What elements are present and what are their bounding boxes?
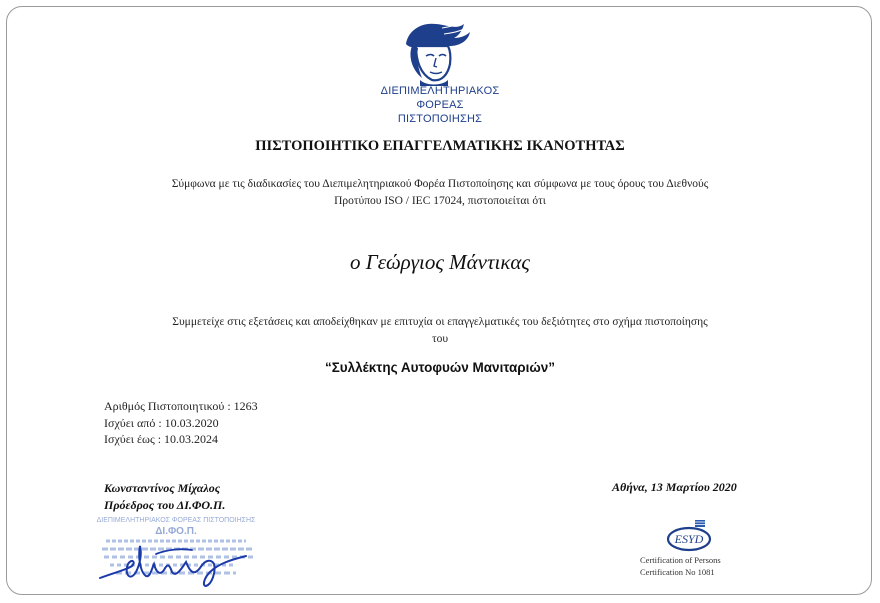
statement-line-2: του	[431, 333, 449, 345]
intro-line-1: Σύμφωνα με τις διαδικασίες του Διεπιμελητηριακού Φορέα Πιστοποίησης και σύμφωνα με τους όρους του Διεθνούς	[171, 178, 709, 190]
intro-line-2: Προτύπου ISO / IEC 17024, πιστοποιείται ότι	[334, 195, 546, 207]
signatory-name: Κωνσταντίνος Μίχαλος	[104, 481, 221, 495]
organization-line3: ΠΙΣΤΟΠΟΙΗΣΗΣ	[397, 113, 483, 125]
organization-line2: ΦΟΡΕΑΣ	[416, 99, 464, 111]
stamp-text-mid: ΔΙ.ΦΟ.Π.	[155, 526, 197, 537]
signatory-block	[104, 480, 225, 514]
valid-until: Ισχύει έως : 10.03.2024	[104, 432, 219, 446]
certificate-number: Αριθμός Πιστοποιητικού : 1263	[104, 399, 258, 413]
organization-name	[330, 84, 550, 126]
certificate-title: ΠΙΣΤΟΠΟΙΗΤΙΚΟ ΕΠΑΓΓΕΛΜΑΤΙΚΗΣ ΙΚΑΝΟΤΗΤΑΣ	[255, 138, 625, 154]
esyd-accreditation-logo-icon	[665, 520, 713, 552]
accreditation-line2: Certification No 1081	[640, 567, 715, 577]
esyd-mark: ESYD	[674, 532, 704, 546]
valid-from: Ισχύει από : 10.03.2020	[104, 415, 219, 430]
organization-line1: ΔΙΕΠΙΜΕΛΗΤΗΡΙΑΚΟΣ	[380, 85, 500, 97]
accreditation-line1: Certification of Persons	[640, 555, 721, 565]
statement-paragraph	[100, 314, 780, 348]
stamp-text-top: ΔΙΕΠΙΜΕΛΗΤΗΡΙΑΚΟΣ ΦΟΡΕΑΣ ΠΙΣΤΟΠΟΙΗΣΗΣ	[96, 517, 256, 524]
intro-paragraph	[100, 176, 780, 210]
signatory-role: Πρόεδρος του ΔΙ.ΦΟ.Π.	[104, 498, 226, 512]
hermes-head-logo-icon	[398, 16, 472, 86]
holder-name: ο Γεώργιος Μάντικας	[350, 250, 530, 274]
statement-line-1: Συμμετείχε στις εξετάσεις και αποδείχθηκαν με επιτυχία οι επαγγελματικές του δεξιότητες στο σχήμα πιστοποίησης	[172, 316, 708, 328]
accreditation-info	[640, 554, 721, 578]
place-date: Αθήνα, 13 Μαρτίου 2020	[612, 480, 737, 494]
certificate-details	[104, 398, 258, 448]
certification-scheme: “Συλλέκτης Αυτοφυών Μανιταριών”	[324, 360, 556, 375]
signature-icon	[96, 532, 256, 588]
